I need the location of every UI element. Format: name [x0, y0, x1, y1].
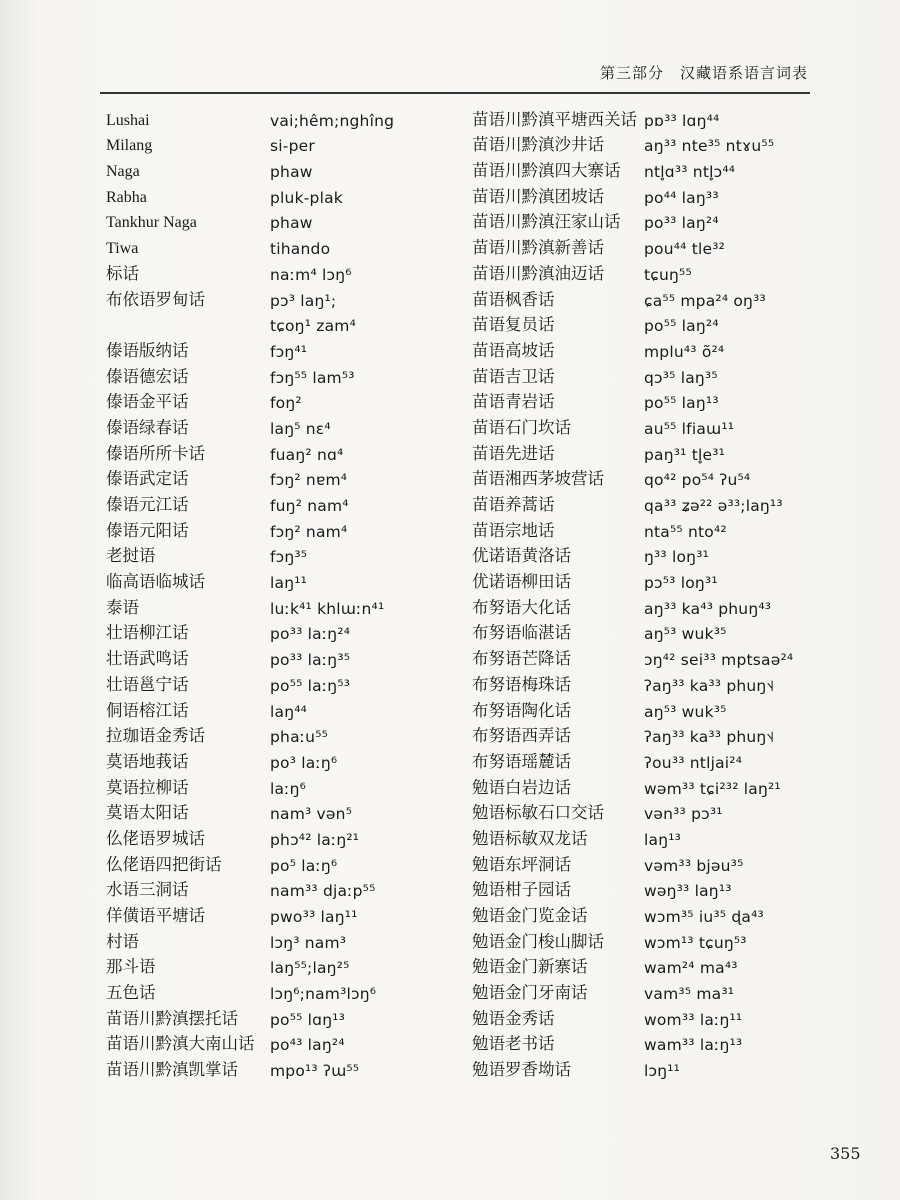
word-entry-row	[84, 232, 474, 258]
word-form: fuŋ² nam⁴	[270, 497, 349, 515]
word-entry-row	[472, 387, 812, 413]
word-entry-row	[472, 284, 812, 310]
language-name: 苗语川黔滇凯掌话	[106, 1060, 238, 1080]
word-form: foŋ²	[270, 394, 302, 413]
page-number: 355	[830, 1144, 861, 1163]
word-entry-row	[84, 361, 474, 387]
word-entry-row	[84, 746, 474, 772]
word-form: paŋ³¹ tl̥e³¹	[644, 445, 726, 464]
word-entry-row	[472, 464, 812, 490]
word-entry-row	[84, 721, 474, 747]
word-entry-row	[84, 515, 474, 541]
word-form: po⁵⁵ lɑŋ¹³	[270, 1010, 346, 1029]
word-form: pɒ³³ lɑŋ⁴⁴	[644, 111, 720, 130]
word-form: tɕoŋ¹ zam⁴	[270, 317, 356, 336]
word-form: po⁵ laːŋ⁶	[270, 856, 338, 875]
language-name: 莫语太阳话	[106, 803, 189, 823]
word-entry-row	[84, 130, 474, 156]
language-name: 苗语宗地话	[472, 520, 555, 540]
word-entry-row	[472, 977, 812, 1003]
word-form: po⁵⁵ laːŋ⁵³	[270, 676, 351, 695]
word-entry-row	[472, 1054, 812, 1080]
word-entry-row	[84, 798, 474, 824]
language-name: 勉语柑子园话	[472, 880, 571, 900]
word-form: lɔŋ³ nam³	[270, 933, 347, 952]
language-name: 莫语地莪话	[106, 751, 189, 771]
language-name: 勉语金门览金话	[472, 906, 588, 925]
word-form: po³³ laːŋ³⁵	[270, 651, 351, 670]
word-form: ʔaŋ³³ ka³³ phuŋ˦˨	[644, 676, 775, 695]
language-name: 壮语邕宁话	[106, 674, 189, 694]
word-entry-row	[84, 155, 474, 181]
word-entry-row	[84, 1054, 474, 1080]
language-name: 布努语梅珠话	[472, 674, 571, 694]
word-form: vəm³³ bjəu³⁵	[644, 856, 744, 875]
word-form: wəm³³ tɕi²³² laŋ²¹	[644, 779, 781, 798]
word-entry-row	[472, 618, 812, 644]
word-form: vai;hêm;nghîng	[270, 111, 395, 130]
word-form: aŋ⁵³ wuk³⁵	[644, 702, 727, 721]
word-form: pɔ³ laŋ¹;	[270, 291, 337, 310]
word-entry-row	[472, 772, 812, 798]
word-form: aŋ³³ ka⁴³ phuŋ⁴³	[644, 599, 772, 618]
word-entry-row	[472, 489, 812, 515]
word-entry-row	[84, 926, 474, 952]
word-entry-row	[472, 207, 812, 233]
language-name: 泰语	[106, 597, 139, 617]
word-entry-row	[84, 977, 474, 1003]
word-entry-row	[84, 207, 474, 233]
language-name: 傣语金平话	[106, 392, 189, 412]
word-entry-row	[84, 181, 474, 207]
word-form: naːm⁴ lɔŋ⁶	[270, 265, 352, 284]
word-entry-row	[472, 900, 812, 926]
header-title: 第三部分 汉藏语系语言词表	[599, 64, 808, 82]
word-entry-row	[84, 849, 474, 875]
word-entry-row	[84, 541, 474, 567]
word-form: phaw	[270, 163, 313, 182]
language-name: Lushai	[106, 111, 150, 129]
language-name: 那斗语	[106, 957, 156, 977]
word-entry-row	[472, 438, 812, 464]
word-form: nta⁵⁵ nto⁴²	[644, 522, 727, 541]
language-name: 村语	[106, 931, 139, 951]
word-entry-row	[84, 900, 474, 926]
language-name: 苗语先进话	[472, 443, 555, 463]
word-form: po⁵⁵ laŋ²⁴	[644, 317, 719, 336]
word-entry-row	[472, 566, 812, 592]
language-name: 仫佬语罗城话	[106, 828, 205, 848]
word-entry-row	[472, 310, 812, 336]
word-form: wɔm³⁵ iu³⁵ ɖa⁴³	[644, 908, 764, 926]
word-entry-row	[84, 1003, 474, 1029]
word-entry-row	[84, 335, 474, 361]
language-name: 傣语绿春话	[106, 417, 189, 437]
word-form: nam³³ djaːp⁵⁵	[270, 882, 376, 901]
word-entry-row	[472, 643, 812, 669]
language-name: 苗语枫香话	[472, 289, 555, 309]
word-form: pou⁴⁴ tle³²	[644, 240, 726, 259]
language-name: 布努语陶化话	[472, 700, 571, 720]
word-form: po³³ laːŋ²⁴	[270, 625, 351, 644]
language-name: 勉语金秀话	[472, 1008, 555, 1028]
language-name: 苗语川黔滇团坡话	[472, 186, 604, 206]
language-name: 勉语东坪洞话	[472, 854, 571, 874]
language-name: 五色话	[106, 983, 156, 1003]
word-entry-row	[472, 1029, 812, 1055]
word-form: mpo¹³ ʔɯ⁵⁵	[270, 1062, 360, 1081]
language-name: 苗语高坡话	[472, 340, 555, 360]
word-form: laŋ⁴⁴	[270, 702, 308, 721]
word-entry-row	[84, 438, 474, 464]
word-entry-row	[472, 746, 812, 772]
language-name: 布依语罗甸话	[106, 289, 205, 309]
word-entry-row	[472, 875, 812, 901]
language-name: 布努语瑶麓话	[472, 751, 571, 771]
word-entry-row	[472, 592, 812, 618]
word-form: laːŋ⁶	[270, 779, 307, 798]
word-entry-row	[472, 515, 812, 541]
language-name: 拉珈语金秀话	[106, 726, 205, 746]
language-name: 仫佬语四把街话	[106, 854, 222, 874]
language-name: 壮语武鸣话	[106, 649, 189, 669]
language-name: 傣语元阳话	[106, 520, 189, 540]
word-form: fɔŋ³⁵	[270, 548, 308, 567]
word-form: laŋ¹¹	[270, 574, 308, 593]
word-entry-row	[472, 232, 812, 258]
word-entry-row	[472, 1003, 812, 1029]
language-name: 傣语元江话	[106, 495, 189, 514]
word-entry-row	[472, 181, 812, 207]
language-name: 勉语金门梭山脚话	[472, 931, 604, 951]
language-name: Rabha	[106, 188, 147, 206]
language-name: 临高语临城话	[106, 572, 205, 592]
word-form: vən³³ pɔ³¹	[644, 805, 723, 824]
language-name: 侗语榕江话	[106, 700, 189, 720]
word-form: au⁵⁵ lfiaɯ¹¹	[644, 419, 735, 438]
word-form: pwo³³ laŋ¹¹	[270, 908, 358, 926]
language-name: Naga	[106, 163, 140, 181]
language-name: 布努语芒降话	[472, 649, 571, 669]
word-form: wom³³ laːŋ¹¹	[644, 1010, 743, 1029]
word-entry-row	[472, 823, 812, 849]
language-name: 苗语川黔滇新善话	[472, 238, 604, 258]
word-form: po³ laːŋ⁶	[270, 753, 338, 772]
language-name: 莫语拉柳话	[106, 777, 189, 797]
word-entry-row	[472, 412, 812, 438]
word-entry-row	[84, 258, 474, 284]
word-entry-row	[472, 695, 812, 721]
word-entry-row	[84, 669, 474, 695]
word-entry-row	[472, 952, 812, 978]
word-form: laŋ⁵ nɛ⁴	[270, 419, 331, 438]
language-name: 苗语川黔滇四大寨话	[472, 161, 621, 181]
language-name: 优诺语黄洛话	[472, 546, 571, 566]
word-form: po³³ laŋ²⁴	[644, 214, 719, 233]
word-form: fuaŋ² nɑ⁴	[270, 445, 344, 464]
language-name: 老挝语	[106, 546, 156, 566]
word-form: po⁴³ laŋ²⁴	[270, 1036, 345, 1055]
word-entry-row	[84, 618, 474, 644]
word-form: aŋ⁵³ wuk³⁵	[644, 625, 727, 644]
language-name: 优诺语柳田话	[472, 572, 571, 592]
word-entry-row	[84, 823, 474, 849]
language-name: 勉语金门牙南话	[472, 983, 588, 1003]
word-entry-row	[84, 695, 474, 721]
language-name: 壮语柳江话	[106, 623, 189, 643]
word-form: ʔaŋ³³ ka³³ phuŋ˦˨	[644, 728, 775, 747]
language-name: 苗语川黔滇沙井话	[472, 135, 604, 155]
language-name: 苗语川黔滇大南山话	[106, 1034, 255, 1054]
word-entry-row	[472, 541, 812, 567]
word-entry-row	[84, 592, 474, 618]
word-form: vam³⁵ ma³¹	[644, 985, 735, 1004]
word-form: wam²⁴ ma⁴³	[644, 959, 738, 978]
language-name: 苗语川黔滇摆托话	[106, 1008, 238, 1028]
word-form: wam³³ laːŋ¹³	[644, 1036, 743, 1055]
language-name: 傣语武定话	[106, 469, 189, 489]
word-form: phaːu⁵⁵	[270, 728, 329, 747]
word-form: si-per	[270, 137, 315, 156]
word-entry-row	[472, 361, 812, 387]
language-name: 苗语养蒿话	[472, 495, 555, 514]
word-entry-row	[84, 1029, 474, 1055]
language-name: 勉语白岩边话	[472, 777, 571, 797]
word-entry-row	[84, 387, 474, 413]
word-form: laŋ⁵⁵;laŋ²⁵	[270, 959, 350, 978]
word-form: phaw	[270, 214, 313, 233]
language-name: 水语三洞话	[106, 880, 189, 900]
word-form: po⁴⁴ laŋ³³	[644, 188, 719, 207]
language-name: 苗语湘西茅坡营话	[472, 469, 604, 489]
word-form: laŋ¹³	[644, 830, 682, 849]
language-name: Milang	[106, 137, 153, 155]
word-form: fɔŋ⁴¹	[270, 342, 308, 361]
word-entry-row	[84, 643, 474, 669]
language-name: 勉语标敏石口交话	[472, 803, 604, 823]
word-form: fɔŋ⁵⁵ lam⁵³	[270, 368, 355, 387]
word-form: po⁵⁵ laŋ¹³	[644, 394, 719, 413]
word-entry-row	[472, 721, 812, 747]
language-name: 苗语青岩话	[472, 392, 555, 412]
word-entry-row	[84, 284, 474, 310]
language-name: 苗语吉卫话	[472, 366, 555, 386]
word-form: ŋ³³ loŋ³¹	[644, 548, 710, 567]
language-name: 苗语川黔滇平塘西关话	[472, 109, 637, 129]
word-entry-row	[84, 875, 474, 901]
language-name: 勉语金门新寨话	[472, 957, 588, 977]
language-name: Tiwa	[106, 240, 139, 258]
word-form: ʔou³³ ntljai²⁴	[644, 753, 743, 772]
word-form: wɔm¹³ tɕuŋ⁵³	[644, 933, 747, 952]
word-entry-row	[84, 310, 474, 336]
language-name: 勉语老书话	[472, 1034, 555, 1054]
language-name: 布努语大化话	[472, 597, 571, 617]
word-form: tɕuŋ⁵⁵	[644, 265, 692, 284]
word-form: qɔ³⁵ laŋ³⁵	[644, 368, 718, 387]
language-name: 傣语德宏话	[106, 366, 189, 386]
language-name: 佯僙语平塘话	[106, 906, 205, 925]
language-name: 傣语所所卡话	[106, 443, 205, 463]
word-form: ɔŋ⁴² sei³³ mptsaə²⁴	[644, 651, 794, 670]
word-entry-row	[84, 952, 474, 978]
word-form: qa³³ ʑə²² ə³³;laŋ¹³	[644, 497, 783, 515]
language-name: 苗语川黔滇汪家山话	[472, 212, 621, 232]
language-name: 布努语西弄话	[472, 726, 571, 746]
word-form: fɔŋ² nam⁴	[270, 522, 348, 541]
language-name: 布努语临湛话	[472, 623, 571, 643]
word-entry-row	[84, 566, 474, 592]
running-header	[100, 58, 810, 94]
language-name: 苗语石门坎话	[472, 417, 571, 437]
word-form: wəŋ³³ laŋ¹³	[644, 882, 732, 901]
word-entry-row	[472, 669, 812, 695]
word-form: pɔ⁵³ loŋ³¹	[644, 574, 718, 593]
word-entry-row	[472, 155, 812, 181]
word-form: fɔŋ² nɐm⁴	[270, 471, 348, 490]
right-column	[472, 104, 812, 1080]
word-entry-row	[84, 489, 474, 515]
word-form: lɔŋ⁶;nam³lɔŋ⁶	[270, 985, 377, 1004]
word-form: qo⁴² po⁵⁴ ʔu⁵⁴	[644, 471, 751, 490]
word-entry-row	[472, 798, 812, 824]
language-name: 勉语罗香坳话	[472, 1060, 571, 1080]
language-name: 苗语川黔滇油迈话	[472, 263, 604, 283]
word-entry-row	[472, 335, 812, 361]
word-entry-row	[472, 849, 812, 875]
word-entry-row	[84, 412, 474, 438]
word-form: luːk⁴¹ khlɯːn⁴¹	[270, 599, 385, 618]
language-name: 勉语标敏双龙话	[472, 828, 588, 848]
language-name: 标话	[106, 263, 139, 283]
word-entry-row	[84, 104, 474, 130]
word-form: lɔŋ¹¹	[644, 1062, 681, 1081]
language-name: 傣语版纳话	[106, 340, 189, 360]
left-column	[84, 104, 474, 1080]
word-form: phɔ⁴² laːŋ²¹	[270, 830, 360, 849]
word-form: aŋ³³ nte³⁵ ntɤu⁵⁵	[644, 137, 775, 156]
word-entry-row	[472, 926, 812, 952]
word-form: nam³ vən⁵	[270, 805, 353, 824]
word-entry-row	[472, 258, 812, 284]
word-entry-row	[84, 464, 474, 490]
word-form: pluk-plak	[270, 188, 343, 207]
word-entry-row	[84, 772, 474, 798]
word-form: mplu⁴³ õ²⁴	[644, 342, 725, 361]
language-name: 苗语复员话	[472, 315, 555, 335]
word-form: tihando	[270, 240, 331, 259]
word-form: ɕa⁵⁵ mpa²⁴ oŋ³³	[644, 291, 766, 310]
language-name: Tankhur Naga	[106, 214, 197, 232]
word-form: ntl̥ɑ³³ ntl̥ɔ⁴⁴	[644, 163, 736, 182]
word-entry-row	[472, 130, 812, 156]
word-entry-row	[472, 104, 812, 130]
